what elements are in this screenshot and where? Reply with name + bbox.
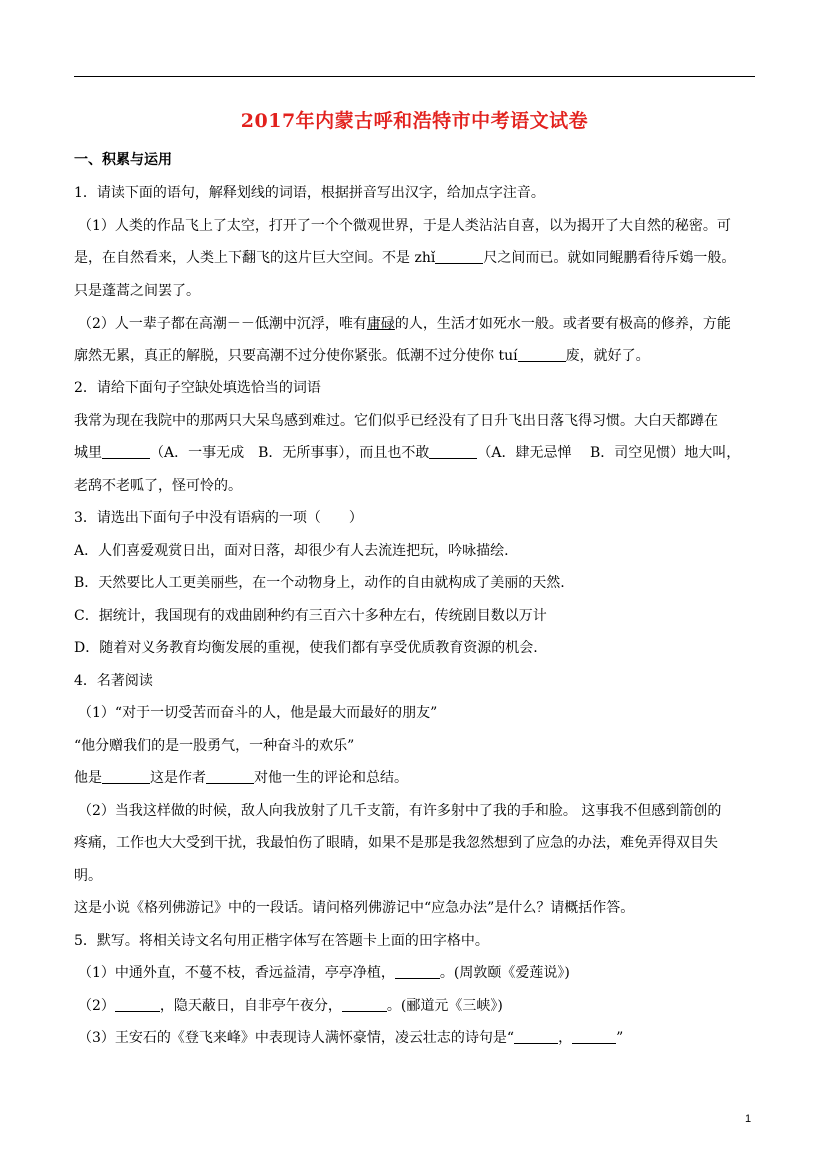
q3-option-d[interactable]: D．随着对义务教育均衡发展的重视，使我们都有享受优质教育资源的机会. (74, 640, 538, 656)
q5-item2: （2） ，隐天蔽日，自非亭午夜分， 。(郦道元《三峡》) (78, 998, 503, 1014)
answer-blank[interactable] (206, 769, 254, 784)
q1-passage2-line2: 廓然无累，真正的解脱，只要高潮不过分使你紧张。低潮不过分使你 tuí 废，就好了。 (74, 348, 650, 364)
question-5-stem: 5．默写。将相关诗文名句用正楷字体写在答题卡上面的田字格中。 (74, 933, 489, 949)
answer-blank[interactable] (514, 1029, 558, 1044)
question-3-stem: 3．请选出下面句子中没有语病的一项（ ） (74, 510, 363, 526)
q1-passage1-line2: 是，在自然看来，人类上下翻飞的这片巨大空间。不是 zhǐ 尺之间而已。就如同鲲鹏看待斥鴳一般。 (74, 250, 736, 266)
q1-passage2-line1: （2）人一辈子都在高潮－－低潮中沉浮，唯有庸碌的人，生活才如死水一般。或者要有极高的修养，方能 (78, 316, 731, 332)
page-number: 1 (745, 1113, 752, 1125)
q4-quote1: （1）“对于一切受苦而奋斗的人，他是最大而最好的朋友” (78, 705, 438, 721)
answer-blank[interactable] (115, 997, 160, 1012)
q4-fill-line: 他是 这是作者 对他一生的评论和总结。 (74, 770, 408, 786)
answer-blank[interactable] (572, 1029, 616, 1044)
question-4-stem: 4．名著阅读 (74, 673, 153, 689)
q2-line2: 城里 （A．一事无成 B．无所事事），而且也不敢 （A．肆无忌惮 B．司空见惯）地大叫， (74, 445, 741, 461)
q4-passage-line2: 疼痛，工作也大大受到干扰，我最怕伤了眼睛，如果不是那是我忽然想到了应急的办法，难免弄得双目失 (74, 835, 718, 851)
header-rule (74, 76, 755, 77)
q5-item1: （1）中通外直，不蔓不枝，香远益清，亭亭净植， 。(周敦颐《爱莲说》) (78, 965, 570, 981)
q1-passage1-line1: （1）人类的作品飞上了太空，打开了一个个微观世界，于是人类沾沾自喜，以为揭开了大自然的秘密。可 (78, 218, 731, 234)
q4-quote2: “他分赠我们的是一股勇气，一种奋斗的欢乐” (74, 738, 355, 754)
q4-passage-line3: 明。 (74, 868, 102, 884)
q5-item3: （3）王安石的《登飞来峰》中表现诗人满怀豪情，凌云壮志的诗句是“ ， ” (78, 1030, 624, 1046)
q2-line1: 我常为现在我院中的那两只大呆鸟感到难过。它们似乎已经没有了日升飞出日落飞得习惯。大白天都蹲在 (74, 413, 718, 429)
question-1-stem: 1．请读下面的语句，解释划线的词语，根据拼音写出汉字，给加点字注音。 (74, 185, 545, 201)
answer-blank[interactable] (435, 249, 483, 264)
q3-option-c[interactable]: C．据统计，我国现有的戏曲剧种约有三百六十多种左右，传统剧目数以万计 (74, 608, 547, 624)
answer-blank[interactable] (518, 347, 566, 362)
q1-passage1-line3: 只是蓬蒿之间罢了。 (74, 283, 200, 299)
page-title: 2017年内蒙古呼和浩特市中考语文试卷 (240, 110, 589, 132)
q4-question: 这是小说《格列佛游记》中的一段话。请问格列佛游记中“应急办法”是什么？请概括作答。 (74, 900, 635, 916)
section-heading: 一、积累与运用 (74, 152, 172, 168)
q3-option-b[interactable]: B．天然要比人工更美丽些，在一个动物身上，动作的自由就构成了美丽的天然. (74, 575, 565, 591)
q4-passage-line1: （2）当我这样做的时候，敌人向我放射了几千支箭，有许多射中了我的手和脸。 这事我不但感到箭创的 (78, 803, 722, 819)
q3-option-a[interactable]: A．人们喜爱观赏日出，面对日落，却很少有人去流连把玩，吟咏描绘. (74, 543, 509, 559)
q2-line3: 老鸹不老呱了，怪可怜的。 (74, 478, 242, 494)
answer-blank[interactable] (102, 769, 150, 784)
answer-blank[interactable] (102, 444, 150, 459)
question-2-stem: 2．请给下面句子空缺处填选恰当的词语 (74, 380, 321, 396)
answer-blank[interactable] (395, 964, 440, 979)
answer-blank[interactable] (342, 997, 387, 1012)
underlined-word: 庸碌 (366, 316, 395, 332)
answer-blank[interactable] (429, 444, 477, 459)
